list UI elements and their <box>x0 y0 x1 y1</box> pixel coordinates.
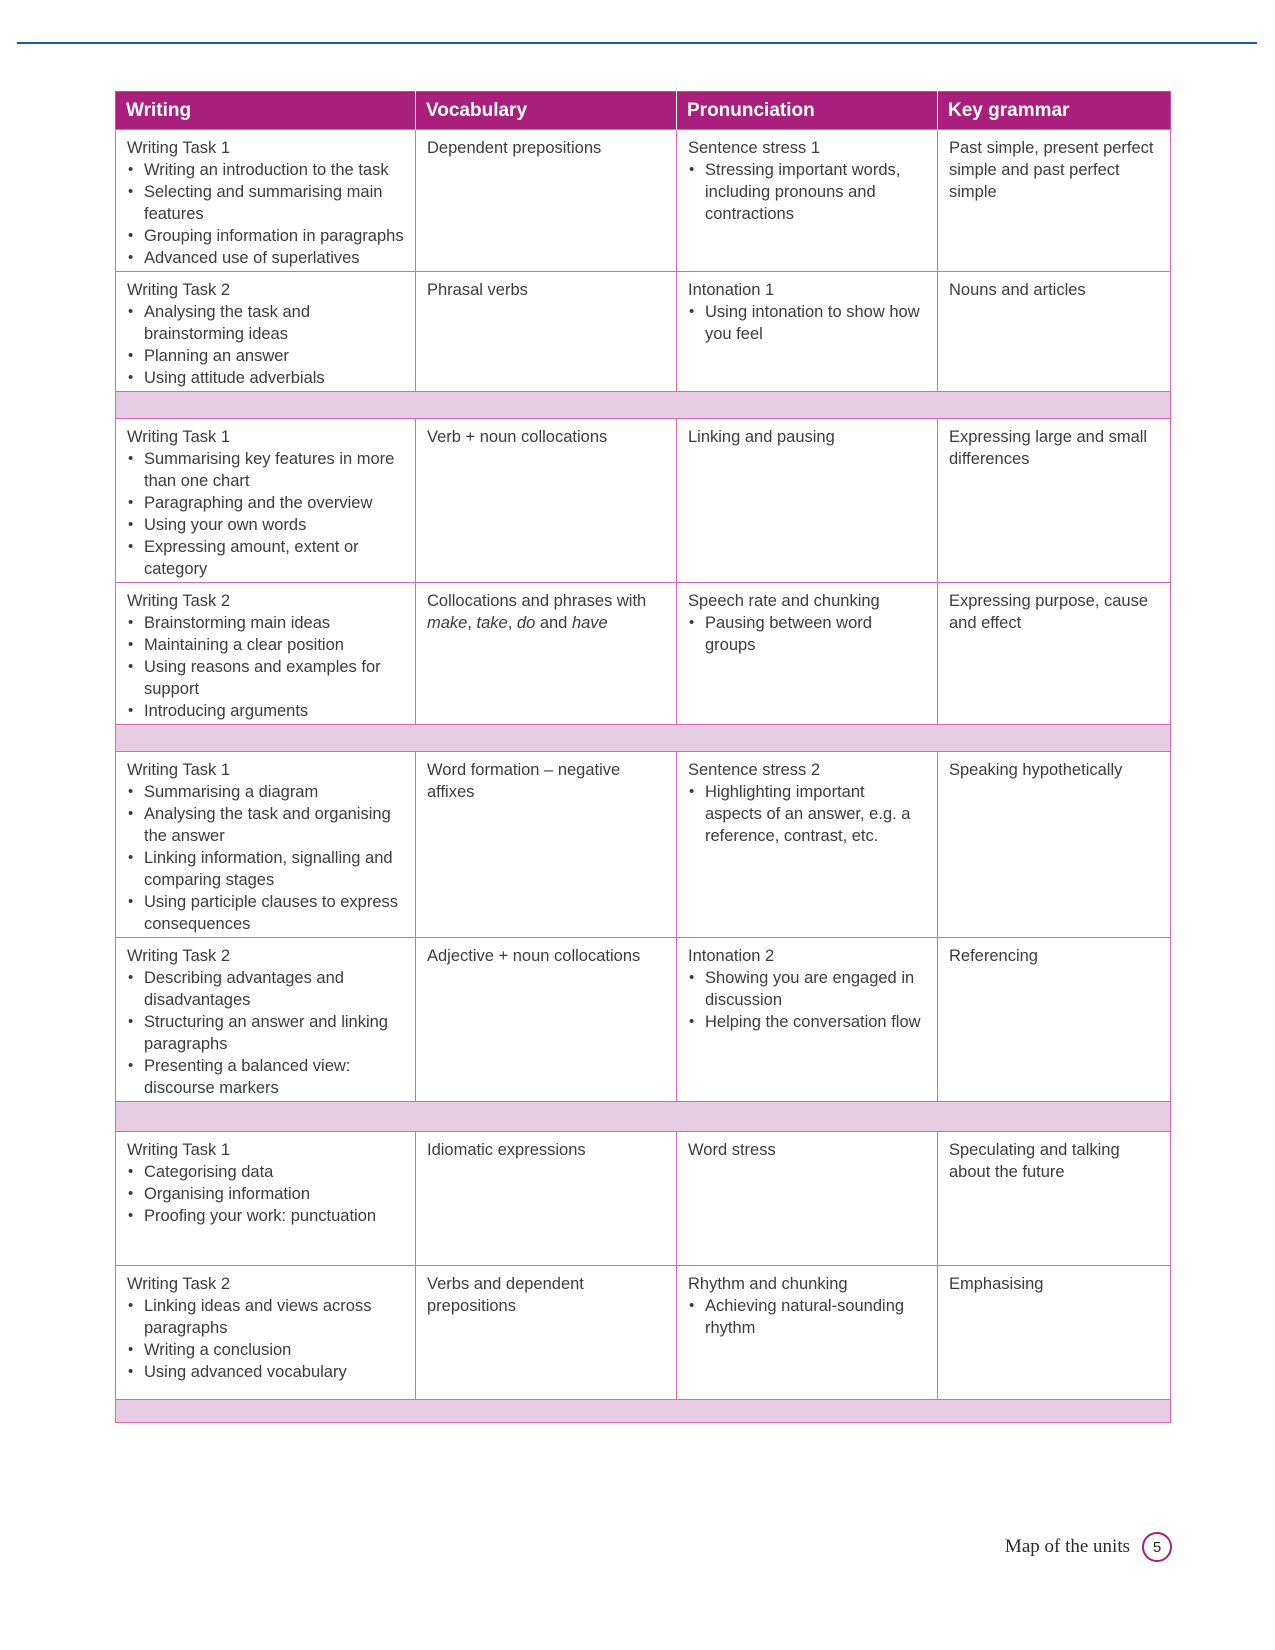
key-grammar-text: Speaking hypothetically <box>949 761 1123 779</box>
key-grammar-cell <box>938 938 1171 1102</box>
pronunciation-bullet: • Using intonation to show how you feel <box>688 301 926 345</box>
key-grammar-text: Past simple, present perfect simple and past perfect simple <box>949 139 1154 201</box>
vocabulary-cell <box>416 272 677 392</box>
writing-bullet: • Analysing the task and brainstorming ideas <box>127 301 404 345</box>
pronunciation-bullet: • Showing you are engaged in discussion <box>688 967 926 1011</box>
writing-bullet: • Categorising data <box>127 1161 404 1183</box>
writing-task-title: Writing Task 1 <box>127 1141 231 1159</box>
unit-separator-row <box>116 392 1171 419</box>
vocabulary-text: Verbs and dependent prepositions <box>427 1275 584 1315</box>
table-row <box>116 583 1171 725</box>
key-grammar-text: Expressing large and small differences <box>949 428 1148 468</box>
writing-bullet: • Describing advantages and disadvantages <box>127 967 404 1011</box>
key-grammar-text: Nouns and articles <box>949 281 1086 299</box>
writing-bullet: • Using advanced vocabulary <box>127 1361 404 1383</box>
key-grammar-cell <box>938 1266 1171 1400</box>
page-number: 5 <box>1142 1532 1172 1562</box>
writing-bullet-list <box>127 1161 404 1227</box>
writing-bullet: • Writing a conclusion <box>127 1339 404 1361</box>
writing-bullet: • Structuring an answer and linking paragraphs <box>127 1011 404 1055</box>
writing-task-title: Writing Task 2 <box>127 281 231 299</box>
vocabulary-text: Idiomatic expressions <box>427 1141 586 1159</box>
pronunciation-bullet: • Highlighting important aspects of an answer, e.g. a reference, contrast, etc. <box>688 781 926 847</box>
key-grammar-text: Speculating and talking about the future <box>949 1141 1120 1181</box>
table-row <box>116 130 1171 272</box>
writing-bullet: • Using attitude adverbials <box>127 367 404 389</box>
writing-bullet: • Expressing amount, extent or category <box>127 536 404 580</box>
pronunciation-cell <box>677 130 938 272</box>
pronunciation-cell <box>677 1132 938 1266</box>
writing-bullet: • Advanced use of superlatives <box>127 247 404 269</box>
pronunciation-bullet: • Pausing between word groups <box>688 612 926 656</box>
writing-bullet: • Summarising key features in more than one chart <box>127 448 404 492</box>
writing-task-title: Writing Task 2 <box>127 1275 231 1293</box>
pronunciation-bullet: • Achieving natural-sounding rhythm <box>688 1295 926 1339</box>
table-header-row <box>116 92 1171 130</box>
writing-bullet: • Analysing the task and organising the answer <box>127 803 404 847</box>
writing-cell <box>116 1266 416 1400</box>
writing-cell <box>116 583 416 725</box>
vocabulary-cell <box>416 752 677 938</box>
vocabulary-text: Phrasal verbs <box>427 281 528 299</box>
unit-separator-cell <box>116 392 1171 419</box>
writing-bullet: • Brainstorming main ideas <box>127 612 404 634</box>
table-body <box>116 130 1171 1423</box>
writing-bullet: • Writing an introduction to the task <box>127 159 404 181</box>
vocabulary-cell <box>416 583 677 725</box>
vocabulary-cell <box>416 419 677 583</box>
top-rule <box>17 42 1257 44</box>
writing-cell <box>116 752 416 938</box>
writing-bullet: • Linking ideas and views across paragraphs <box>127 1295 404 1339</box>
vocabulary-text: Dependent prepositions <box>427 139 602 157</box>
writing-task-title: Writing Task 2 <box>127 592 231 610</box>
writing-task-title: Writing Task 1 <box>127 761 231 779</box>
pronunciation-bullet-list <box>688 1295 926 1339</box>
column-header-vocabulary: Vocabulary <box>416 92 677 130</box>
pronunciation-title: Intonation 2 <box>688 947 775 965</box>
writing-bullet-list <box>127 612 404 722</box>
table-row <box>116 1266 1171 1400</box>
writing-bullet: • Using your own words <box>127 514 404 536</box>
pronunciation-cell <box>677 583 938 725</box>
map-of-units-table <box>115 91 1171 1423</box>
vocabulary-text: Adjective + noun collocations <box>427 947 641 965</box>
vocabulary-text: Collocations and phrases with make, take, do and have <box>427 592 647 632</box>
key-grammar-text: Expressing purpose, cause and effect <box>949 592 1149 632</box>
pronunciation-bullet: • Stressing important words, including pronouns and contractions <box>688 159 926 225</box>
writing-task-title: Writing Task 1 <box>127 139 231 157</box>
pronunciation-cell <box>677 1266 938 1400</box>
key-grammar-cell <box>938 583 1171 725</box>
writing-bullet: • Proofing your work: punctuation <box>127 1205 404 1227</box>
pronunciation-title: Linking and pausing <box>688 428 835 446</box>
pronunciation-cell <box>677 752 938 938</box>
writing-bullet: • Summarising a diagram <box>127 781 404 803</box>
writing-bullet-list <box>127 967 404 1099</box>
pronunciation-title: Rhythm and chunking <box>688 1275 848 1293</box>
writing-bullet: • Maintaining a clear position <box>127 634 404 656</box>
writing-bullet: • Grouping information in paragraphs <box>127 225 404 247</box>
unit-separator-row <box>116 1400 1171 1423</box>
unit-separator-row <box>116 725 1171 752</box>
writing-bullet-list <box>127 781 404 935</box>
writing-bullet-list <box>127 1295 404 1383</box>
key-grammar-cell <box>938 752 1171 938</box>
column-header-writing: Writing <box>116 92 416 130</box>
pronunciation-title: Sentence stress 1 <box>688 139 821 157</box>
writing-cell <box>116 130 416 272</box>
column-header-key-grammar: Key grammar <box>938 92 1171 130</box>
pronunciation-cell <box>677 938 938 1102</box>
pronunciation-title: Word stress <box>688 1141 776 1159</box>
pronunciation-bullet-list <box>688 159 926 225</box>
pronunciation-bullet-list <box>688 612 926 656</box>
writing-task-title: Writing Task 2 <box>127 947 231 965</box>
page-footer <box>1005 1532 1172 1562</box>
writing-bullet: • Using reasons and examples for support <box>127 656 404 700</box>
pronunciation-title: Intonation 1 <box>688 281 775 299</box>
writing-bullet: • Using participle clauses to express consequences <box>127 891 404 935</box>
unit-separator-cell <box>116 1102 1171 1132</box>
vocabulary-text: Word formation – negative affixes <box>427 761 621 801</box>
key-grammar-cell <box>938 419 1171 583</box>
writing-cell <box>116 272 416 392</box>
table-row <box>116 272 1171 392</box>
column-header-pronunciation: Pronunciation <box>677 92 938 130</box>
writing-bullet-list <box>127 159 404 269</box>
pronunciation-title: Sentence stress 2 <box>688 761 821 779</box>
unit-separator-row <box>116 1102 1171 1132</box>
writing-bullet: • Introducing arguments <box>127 700 404 722</box>
footer-label: Map of the units <box>1004 1536 1130 1557</box>
table-row <box>116 1132 1171 1266</box>
writing-bullet-list <box>127 301 404 389</box>
writing-bullet: • Presenting a balanced view: discourse markers <box>127 1055 404 1099</box>
unit-separator-cell <box>116 725 1171 752</box>
writing-bullet: • Planning an answer <box>127 345 404 367</box>
writing-bullet: • Selecting and summarising main features <box>127 181 404 225</box>
pronunciation-bullet-list <box>688 967 926 1033</box>
writing-bullet-list <box>127 448 404 580</box>
pronunciation-bullet-list <box>688 781 926 847</box>
writing-cell <box>116 419 416 583</box>
vocabulary-cell <box>416 938 677 1102</box>
pronunciation-title: Speech rate and chunking <box>688 592 880 610</box>
writing-bullet: • Organising information <box>127 1183 404 1205</box>
pronunciation-bullet-list <box>688 301 926 345</box>
table-row <box>116 938 1171 1102</box>
writing-bullet: • Paragraphing and the overview <box>127 492 404 514</box>
vocabulary-cell <box>416 1266 677 1400</box>
writing-task-title: Writing Task 1 <box>127 428 231 446</box>
writing-cell <box>116 938 416 1102</box>
pronunciation-cell <box>677 419 938 583</box>
unit-separator-cell <box>116 1400 1171 1423</box>
key-grammar-text: Emphasising <box>949 1275 1044 1293</box>
key-grammar-cell <box>938 1132 1171 1266</box>
key-grammar-cell <box>938 130 1171 272</box>
table-row <box>116 752 1171 938</box>
key-grammar-cell <box>938 272 1171 392</box>
pronunciation-cell <box>677 272 938 392</box>
writing-cell <box>116 1132 416 1266</box>
table-row <box>116 419 1171 583</box>
vocabulary-cell <box>416 130 677 272</box>
writing-bullet: • Linking information, signalling and comparing stages <box>127 847 404 891</box>
pronunciation-bullet: • Helping the conversation flow <box>688 1011 926 1033</box>
key-grammar-text: Referencing <box>949 947 1038 965</box>
vocabulary-cell <box>416 1132 677 1266</box>
vocabulary-text: Verb + noun collocations <box>427 428 608 446</box>
